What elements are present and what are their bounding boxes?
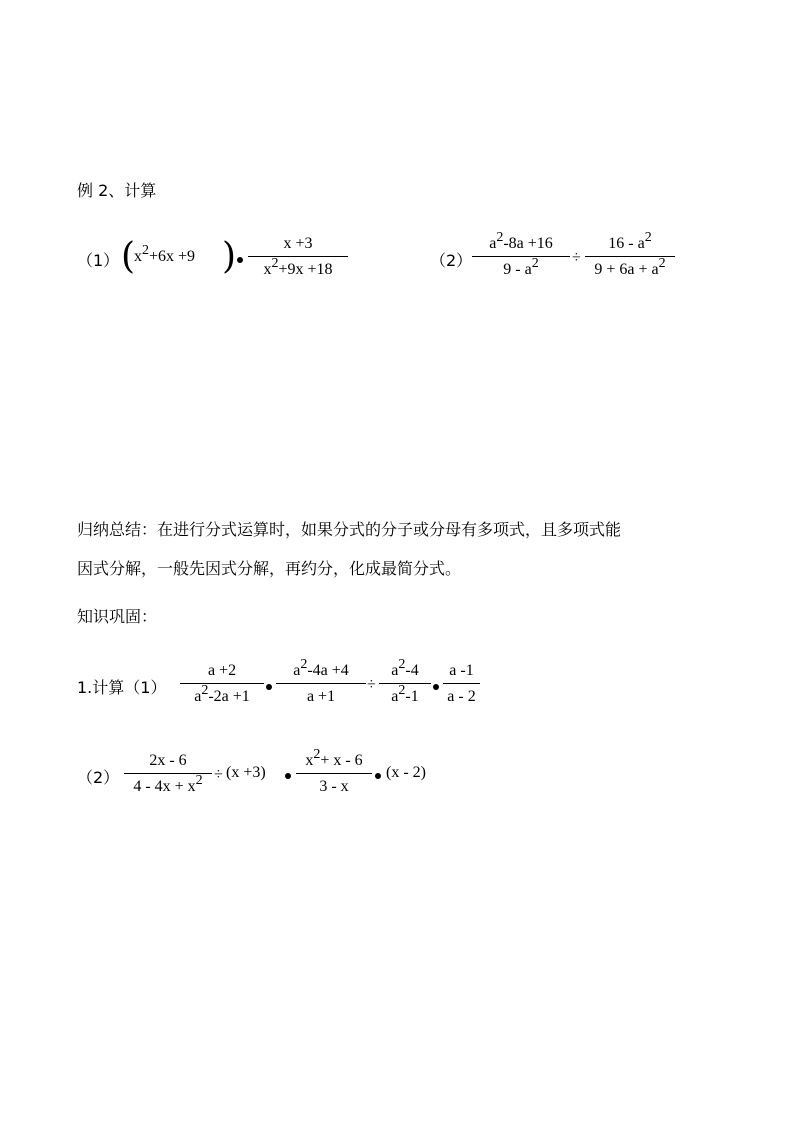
multiply-dot <box>375 773 381 779</box>
parenthesized-term-2: (x - 2) <box>386 764 426 781</box>
fraction-bar <box>276 683 366 684</box>
divide-sign: ÷ <box>214 766 223 783</box>
fraction-bar <box>248 256 348 257</box>
fraction-bar <box>180 683 264 684</box>
numerator: a +2 <box>207 662 237 679</box>
fraction-bar <box>296 773 372 774</box>
numerator: $x^2+ x - 6$ <box>305 747 363 769</box>
question-1-label: 1.计算（1） <box>77 678 167 697</box>
fraction-q2-a <box>124 752 212 796</box>
divide-sign: ÷ <box>367 676 376 693</box>
denominator: $9 + 6a + a^2$ <box>594 256 666 278</box>
denominator: 3 - x <box>319 778 349 795</box>
numerator: 2x - 6 <box>149 752 187 769</box>
fraction-q1-d <box>443 662 480 706</box>
divide-sign: ÷ <box>572 249 581 266</box>
fraction-q1-b <box>276 657 366 706</box>
fraction-p2-b <box>585 230 675 279</box>
numerator: $a^2-8a +16$ <box>489 230 553 252</box>
fraction-bar <box>472 256 570 257</box>
problem-2-label: （2） <box>430 251 473 270</box>
question-2-label: （2） <box>77 768 120 787</box>
multiply-dot <box>266 684 272 690</box>
polynomial-factor: $x^2+6x +9$ <box>134 243 196 265</box>
denominator: a +1 <box>306 688 336 705</box>
consolidate-heading: 知识巩固： <box>77 607 158 626</box>
numerator: $16 - a^2$ <box>608 230 652 252</box>
left-paren: ( <box>121 236 136 277</box>
numerator: $a^2-4$ <box>391 657 419 679</box>
fraction-p1 <box>248 235 348 279</box>
denominator: $x^2+9x +18$ <box>263 256 333 278</box>
fraction-q1-a <box>180 662 264 706</box>
summary-line-1: 归纳总结：在进行分式运算时，如果分式的分子或分母有多项式，且多项式能 <box>77 520 622 539</box>
example-heading: 例 2、计算 <box>77 181 157 200</box>
denominator: $4 - 4x + x^2$ <box>133 773 203 795</box>
fraction-p2-a <box>472 230 570 279</box>
denominator: a - 2 <box>447 688 476 705</box>
numerator: $a^2-4a +4$ <box>293 657 349 679</box>
fraction-q1-c <box>379 657 431 706</box>
denominator: $a^2-1$ <box>391 683 419 705</box>
fraction-q2-b <box>296 747 372 796</box>
multiply-dot <box>237 257 243 263</box>
numerator: a -1 <box>449 662 474 679</box>
multiply-dot <box>433 684 439 690</box>
fraction-bar <box>443 683 480 684</box>
numerator: x +3 <box>283 235 313 252</box>
denominator: $9 - a^2$ <box>503 256 539 278</box>
problem-1-label: （1） <box>77 251 120 270</box>
multiply-dot <box>285 773 291 779</box>
right-paren: ) <box>222 236 237 277</box>
parenthesized-term-1: (x +3) <box>226 764 266 781</box>
denominator: $a^2-2a +1$ <box>194 683 250 705</box>
summary-line-2: 因式分解，一般先因式分解，再约分，化成最简分式。 <box>77 559 462 578</box>
